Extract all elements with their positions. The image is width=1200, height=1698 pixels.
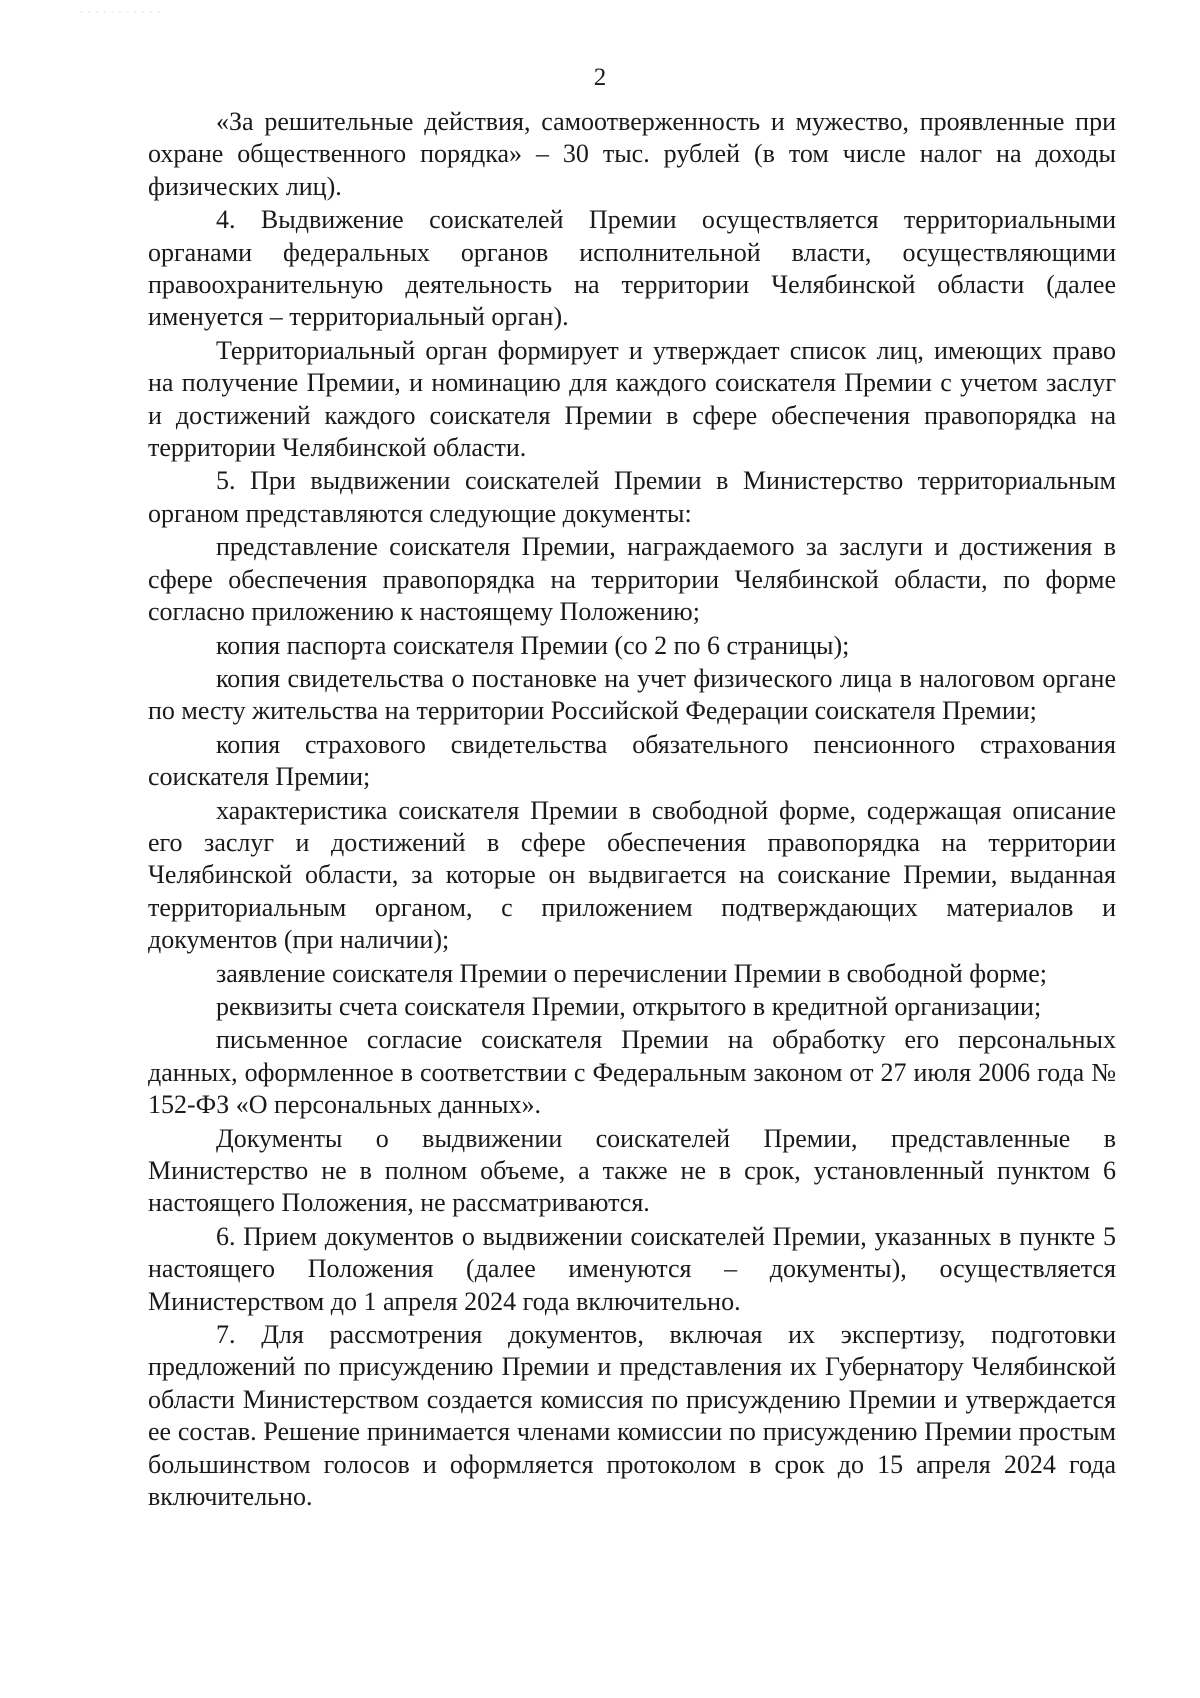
paragraph: характеристика соискателя Премии в свободной форме, содержащая описание его заслуг и достижений в сфере обеспечения правопорядка на территории Челябинской области, за которые он выдвигается на соискание Премии, выданная территориальным органом, с приложением подтверждающих материалов и документов (при наличии); — [148, 795, 1116, 955]
paragraph: копия свидетельства о постановке на учет физического лица в налоговом органе по месту жительства на территории Российской Федерации соискателя Премии; — [148, 663, 1116, 726]
paragraph: копия паспорта соискателя Премии (со 2 по 6 страницы); — [216, 630, 850, 660]
paragraph: Территориальный орган формирует и утверждает список лиц, имеющих право на получение Премии, и номинацию для каждого соискателя Премии с учетом заслуг и достижений каждого соискателя Премии в сфере обеспечения правопорядка на территории Челябинской области. — [148, 335, 1116, 463]
paragraph: 5. При выдвижении соискателей Премии в Министерство территориальным органом представляются следующие документы: — [148, 466, 1116, 528]
scan-header: · · · · · · · · · · · — [80, 8, 162, 18]
paragraph: 7. Для рассмотрения документов, включая их экспертизу, подготовки предложений по присуждению Премии и представления их Губернатору Челябинской области Министерством создается комиссия по присуждению Премии и утверждается ее состав. Решение принимается членами комиссии по присуждению Премии простым большинством голосов и оформляется протоколом в срок до 15 апреля 2024 года включительно. — [148, 1320, 1116, 1512]
paragraph: 4. Выдвижение соискателей Премии осуществляется территориальными органами федеральных органов исполнительной власти, осуществляющими правоохранительную деятельность на территории Челябинской области (далее именуется – территориальный орган). — [148, 205, 1116, 332]
paragraph: заявление соискателя Премии о перечислении Премии в свободной форме; — [216, 958, 1047, 988]
page-number: 2 — [593, 64, 607, 91]
document-body — [148, 106, 1116, 1514]
paragraph: письменное согласие соискателя Премии на обработку его персональных данных, оформленное в соответствии с Федеральным законом от 27 июля 2006 года № 152-ФЗ «О персональных данных». — [148, 1025, 1116, 1120]
paragraph: копия страхового свидетельства обязательного пенсионного страхования соискателя Премии; — [148, 729, 1116, 792]
paragraph: 6. Прием документов о выдвижении соискателей Премии, указанных в пункте 5 настоящего Положения (далее именуются – документы), осуществляется Министерством до 1 апреля 2024 года включительно. — [148, 1221, 1116, 1316]
paragraph: представление соискателя Премии, награждаемого за заслуги и достижения в сфере обеспечения правопорядка на территории Челябинской области, по форме согласно приложению к настоящему Положению; — [148, 532, 1116, 627]
paragraph: «За решительные действия, самоотверженность и мужество, проявленные при охране общественного порядка» – 30 тыс. рублей (в том числе налог на доходы физических лиц). — [148, 107, 1116, 201]
paragraph: Документы о выдвижении соискателей Премии, представленные в Министерство не в полном объеме, а также не в срок, установленный пунктом 6 настоящего Положения, не рассматриваются. — [148, 1123, 1116, 1218]
paragraph: реквизиты счета соискателя Премии, открытого в кредитной организации; — [216, 991, 1042, 1021]
